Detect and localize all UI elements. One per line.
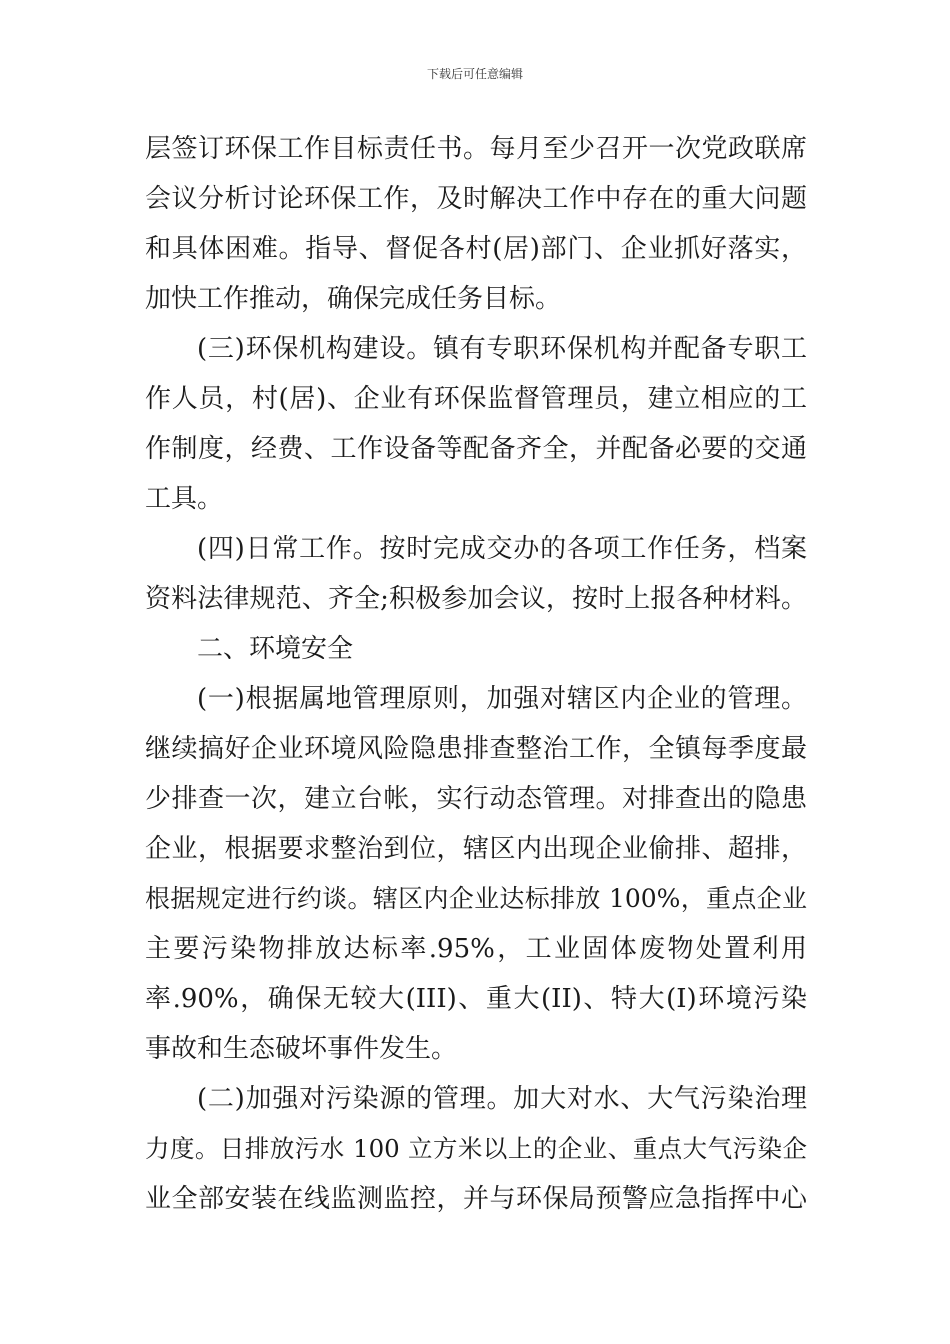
text-line: (四)日常工作。按时完成交办的各项工作任务，档案 [197, 534, 807, 564]
text-line: 层签订环保工作目标责任书。每月至少召开一次党政联席 [145, 134, 807, 164]
document-body [145, 124, 807, 1224]
text-line: 率.90%，确保无较大(III)、重大(II)、特大(I)环境污染 [145, 984, 807, 1014]
text-line: (三)环保机构建设。镇有专职环保机构并配备专职工 [197, 334, 807, 364]
text-line: 事故和生态破坏事件发生。 [145, 1034, 458, 1064]
text-line: 作人员，村(居)、企业有环保监督管理员，建立相应的工 [145, 384, 807, 414]
text-line: 企业，根据要求整治到位，辖区内出现企业偷排、超排， [145, 834, 807, 864]
text-line: 业全部安装在线监测监控，并与环保局预警应急指挥中心 [145, 1184, 807, 1214]
text-line: 工具。 [145, 484, 224, 514]
text-line: 力度。日排放污水 100 立方米以上的企业、重点大气污染企 [145, 1134, 807, 1163]
text-line: 根据规定进行约谈。辖区内企业达标排放 100%，重点企业 [145, 884, 807, 913]
text-line: 加快工作推动，确保完成任务目标。 [145, 284, 562, 314]
page-header-note: 下载后可任意编辑 [426, 67, 523, 81]
text-line: 少排查一次，建立台帐，实行动态管理。对排查出的隐患 [145, 784, 807, 814]
text-line: (二)加强对污染源的管理。加大对水、大气污染治理 [197, 1084, 807, 1114]
text-line: 和具体困难。指导、督促各村(居)部门、企业抓好落实， [145, 234, 807, 264]
text-line: (一)根据属地管理原则，加强对辖区内企业的管理。 [197, 684, 807, 714]
section-heading: 二、环境安全 [197, 634, 354, 664]
text-line: 主要污染物排放达标率.95%，工业固体废物处置利用 [145, 934, 807, 964]
text-line: 作制度，经费、工作设备等配备齐全，并配备必要的交通 [145, 434, 807, 464]
text-line: 会议分析讨论环保工作，及时解决工作中存在的重大问题 [145, 184, 807, 214]
text-line: 资料法律规范、齐全;积极参加会议，按时上报各种材料。 [145, 584, 807, 614]
text-line: 继续搞好企业环境风险隐患排查整治工作，全镇每季度最 [145, 734, 807, 764]
